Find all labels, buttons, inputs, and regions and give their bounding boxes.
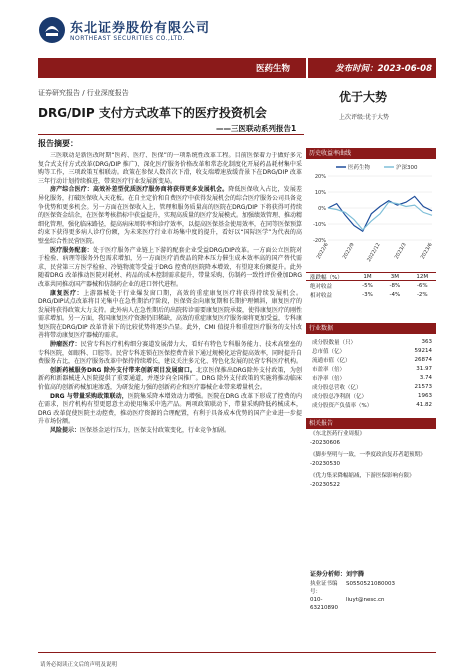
report-title: DRG/DIP 支付方式改革下的医疗投资机会 <box>38 106 267 120</box>
table-cell: 31.97 <box>416 365 432 372</box>
trend-section <box>306 148 436 159</box>
y-tick-label: -20% <box>313 238 326 244</box>
paragraph-lead: 风险提示： <box>50 427 81 434</box>
header-bar <box>38 58 436 78</box>
abstract-paragraph <box>38 186 302 246</box>
table-cell: 363 <box>421 338 432 345</box>
related-title: 相关报告 <box>306 418 436 429</box>
table-cell: -3% <box>362 291 373 298</box>
related-report-date: -20230530 <box>310 461 340 467</box>
industry-table <box>306 337 436 409</box>
paragraph-text: 三医联动是新医改时期“医药、医疗、医保”的一项系统性改革工程。目前医保着力于做好多元复合式支付方式改革(DRG/DIP 推广)、深化医疗服务价格改革和常态化制度化开展药品耗材集中采购等工作，三项政策互相联动。政策在参保人数首次下滑，收支端增速放缓背景下在DRG/DIP 改革三年行动计划持续推进，带来医疗行业发展新变局。 <box>38 152 302 185</box>
table-cell: 流通市值（亿） <box>312 357 351 364</box>
legend-label: 沪深300 <box>396 165 418 171</box>
x-tick-label: 2022/6 <box>315 242 330 261</box>
company-name-cn: 东北证券股份有限公司 <box>70 21 211 36</box>
paragraph-lead: 房产综合医疗：高效补差型优质医疗服务商将获得更多发展机会。 <box>50 186 229 194</box>
related-section <box>306 418 436 429</box>
table-cell: 市盈率（倍） <box>312 366 346 373</box>
company-name-en: NORTHEAST SECURITIES CO.,LTD. <box>70 35 186 42</box>
table-header-cell: 涨跌幅（%） <box>310 274 343 281</box>
y-tick-label: 10% <box>314 190 326 196</box>
table-cell: 26874 <box>414 356 432 363</box>
table-cell: 市净率（倍） <box>312 375 346 382</box>
footer-divider <box>38 652 436 653</box>
table-row <box>306 364 436 373</box>
table-cell: 成分股总净利润（亿） <box>312 393 368 400</box>
table-cell: 41.82 <box>416 401 432 408</box>
table-row <box>306 346 436 355</box>
analyst-name: 证券分析师：刘宇腾 <box>310 571 365 578</box>
table-header-cell: 12M <box>416 273 429 280</box>
x-tick-label: 2022/12 <box>366 242 382 263</box>
previous-rating: 上次评级:优于大势 <box>339 114 390 121</box>
abstract-paragraph <box>38 290 302 342</box>
trend-title: 历史收益率曲线 <box>306 148 436 159</box>
table-row <box>306 337 436 346</box>
paragraph-lead: 创新药械服务DRG 除外支付带来创新项目发展窗口。 <box>50 366 197 374</box>
abstract-paragraph <box>38 367 302 393</box>
table-row <box>306 290 436 299</box>
table-cell: 成分股数量（只） <box>312 339 357 346</box>
table-row <box>306 382 436 391</box>
abstract-paragraph <box>38 247 302 290</box>
table-cell: 总市值（亿） <box>312 348 346 355</box>
series-tag: ——三医联动系列报告1 <box>216 124 297 133</box>
publish-date: 发布时间：2023-06-08 <box>335 64 432 74</box>
table-cell: -5% <box>362 282 373 289</box>
table-row <box>306 373 436 382</box>
table-row <box>306 391 436 400</box>
paragraph-text: 降低医保收入占比，发展差异化服务，打破医保收入天花板。在自主定价和自费医疗中获得发展机会的综合医疗服务公司具备竞争优势和更多机会。另一方面在医保收入上，管理和服务质量高的医院在DRG/DIP 下将获得可持续的医保资金结余，在医保考核指标中获益提升，实现高质量的医疗发展模式。加强绩效管理、推动精细化管理，强化临床路径，提高病床周转率和诊疗效率，以提高医保基金使用效率，在同等医保预算约束下获得更多病人诊疗份额，为未来医疗行业市场集中度的提升，看好以“国际医学”为代表的高壁垒综合性民营医院。 <box>38 186 302 245</box>
y-tick-label: -10% <box>313 222 326 228</box>
table-cell: -8% <box>389 282 401 289</box>
related-report-date: -20230606 <box>310 440 340 446</box>
paragraph-lead: 肿瘤医疗： <box>50 341 81 349</box>
paragraph-lead: DRG 与带量采购政策联动， <box>50 392 128 400</box>
table-cell: 绝对收益 <box>310 283 333 290</box>
related-report-link[interactable]: 《脚步坚明与一致，一季度政治复苏者超预期》 <box>310 452 426 458</box>
related-report-link[interactable]: 《东北医药行业周报》 <box>310 431 366 437</box>
table-cell: -6% <box>416 282 428 289</box>
industry-section <box>306 323 436 334</box>
report-type: 证券研究报告 / 行业深度报告 <box>38 89 129 97</box>
related-report-link[interactable]: 《优力集采降幅缩减，下游医保影响有限》 <box>310 473 415 479</box>
industry-label: 医药生物 <box>256 64 291 74</box>
analyst-box <box>306 570 436 612</box>
x-tick-label: 2023/3 <box>393 242 408 261</box>
footer-note: 请务必阅读正文后的声明及说明 <box>40 662 118 668</box>
paragraph-text: 民营专科医疗机构细分赛道发展潜力大，看好有特色专科服务能力、技术高壁垒的专科医院，如眼科、口腔等。民营专科连锁在医保控费背景下通过规模化运营提高效率，同时提升自费服务占比，在医疗服务改革中保持持续增长，建议关注多元化、特色化发展的民营专科医疗机构。 <box>38 341 302 366</box>
abstract-paragraph <box>38 393 302 427</box>
y-tick-label: 0% <box>318 206 326 212</box>
table-row <box>306 281 436 290</box>
rating: 优于大势 <box>339 90 388 104</box>
table-cell: 相对收益 <box>310 292 333 299</box>
abstract-paragraph <box>38 341 302 367</box>
header-divider <box>306 58 308 78</box>
analyst-line: 执业证书编号： S0550521080003 <box>310 581 395 595</box>
table-cell: 21573 <box>414 383 432 390</box>
paragraph-lead: 康复医疗： <box>50 289 84 297</box>
x-tick-label: 2023/6 <box>419 242 434 261</box>
paragraph-text: 医院集采降本增效动力增强。医院在DRG 改革下形成了控费的内在需求，医疗机构有望更愿意主动使用集采中选产品。两项政策联动下，带量采购降低药械成本，DRG 改革促使医院主动控费，推动医疗资源的合理配置，有利于具备成本优势的国产企业进一步提升市场份额。 <box>38 392 302 426</box>
trend-chart <box>306 160 436 268</box>
related-report-date: -20230522 <box>310 482 340 488</box>
table-row <box>306 400 436 409</box>
company-logo-icon <box>38 16 66 44</box>
title-divider <box>38 134 304 135</box>
related-list <box>306 430 436 493</box>
paragraph-text: 上游器械处于行业爆发窗口期，高效的重症康复医疗将获得持续发展机会。DRG/DIP试点改革将目光集中在急性期治疗阶段，医保资金向康复期和长期护理倾斜，康复医疗的发展将获得政策大力支持。此外病人在急性期后的出院转诊需要康复医院承接，使得康复医疗的刚性需求增加。另一方面，我国康复医疗资源仍旧稀缺，高效的重症康复医疗服务商将更加受益，专科康复医院在DRG/DIP 改革背景下的比较优势将逐步凸显。此外，CMI 值提升和重症医疗服务的支付改善将带动康复医疗器械的需求。 <box>38 289 302 340</box>
abstract-paragraph <box>38 152 302 186</box>
legend-label: 医药生物 <box>348 165 371 171</box>
x-tick-label: 2022/9 <box>341 242 356 261</box>
company-logo <box>38 14 238 48</box>
y-tick-label: 20% <box>314 174 326 180</box>
paragraph-text: 北京医保推出DRG除外支付政策，为创新药和新器械进入医院提供了重要通道，并逐步向全国推广。DRG 除外支付政策的实施将推动临床价值高的创新药械加速渗透，为研发能力强的创新药企和医疗器械企业带来增量机会。 <box>38 366 302 392</box>
industry-title: 行业数据 <box>306 323 436 334</box>
table-cell: 1963 <box>418 392 432 399</box>
table-cell: 59214 <box>414 347 432 354</box>
table-cell: -2% <box>416 291 428 298</box>
table-cell: 3.74 <box>419 374 432 381</box>
table-cell: 成分股资产负债率（%） <box>312 402 373 409</box>
table-row <box>306 355 436 364</box>
paragraph-text: 医保基金运行压力，医保支付政策变化，行业竞争加剧。 <box>80 427 231 434</box>
abstract-body <box>38 152 302 648</box>
abstract-heading: 报告摘要： <box>38 139 78 148</box>
table-header <box>306 272 436 281</box>
table-cell: -4% <box>389 291 401 298</box>
table-header-cell: 3M <box>390 273 400 280</box>
analyst-line: 010-63210890 liuyt@nesc.cn <box>310 597 385 611</box>
table-header-cell: 1M <box>363 273 372 280</box>
table-cell: 成分股总营收（亿） <box>312 384 362 391</box>
paragraph-lead: 医疗服务配套： <box>50 246 93 254</box>
performance-table <box>306 272 436 299</box>
abstract-paragraph <box>38 427 302 436</box>
paragraph-text: 处于医疗服务产业链上下游的配套企业受益DRG/DIP改革。一方面公立医院对于检验、病理等服务外包需求增加，另一方面医疗消费品的降本压力催生成本效率高的国产替代需求，民营第三方医学检验、冷链物流等受益于DRG 控费的医院降本增效，有望迎来份额提升。此外随着DRG 改革推动医院对耗材、药品的成本控制需求提升，带量采购、仿制药一致性评价叠加DRG改革共同推动国产器械和仿制药企业的进口替代进程。 <box>38 246 302 288</box>
